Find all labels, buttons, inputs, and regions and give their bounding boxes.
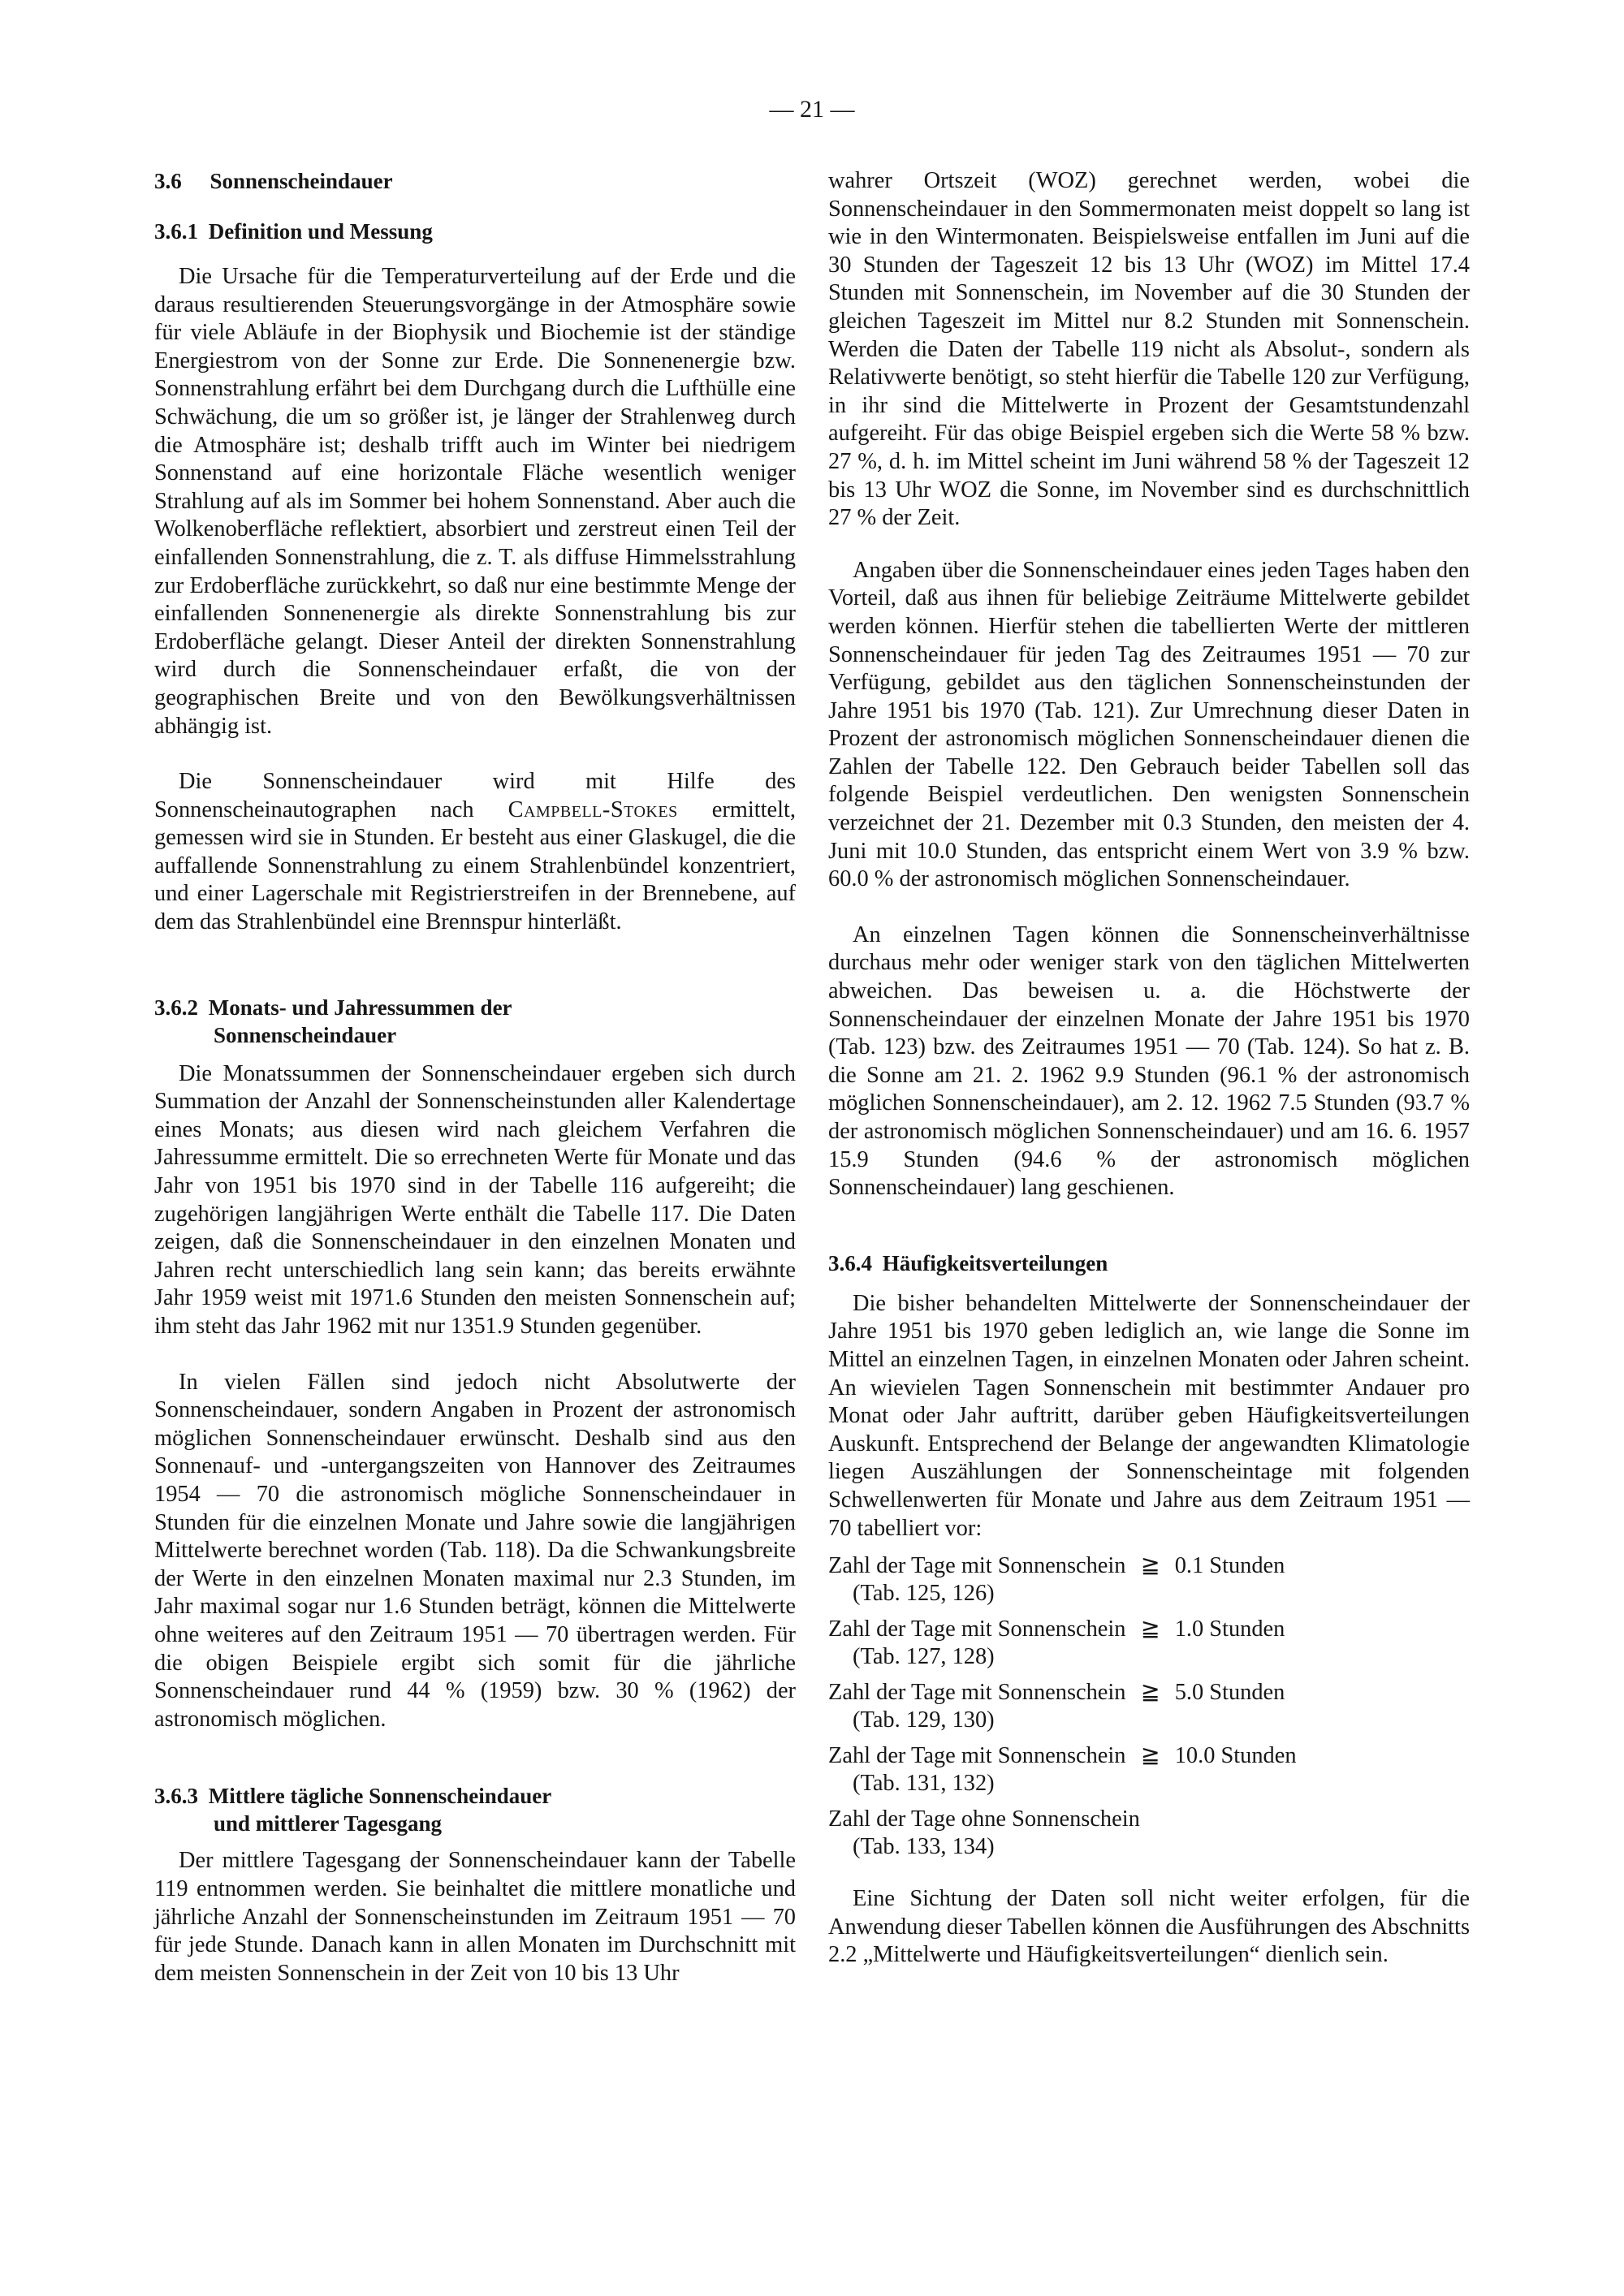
section-title: Häufigkeitsverteilungen bbox=[882, 1250, 1108, 1275]
section-number: 3.6.4 bbox=[828, 1250, 872, 1275]
threshold-label: Zahl der Tage mit Sonnenschein bbox=[828, 1680, 1126, 1706]
section-title: Definition und Messung bbox=[208, 219, 433, 244]
section-title: Mittlere tägliche Sonnenscheindauer bbox=[208, 1784, 552, 1809]
section-title-cont: Sonnenscheindauer bbox=[214, 1022, 397, 1047]
threshold-item bbox=[828, 1742, 1470, 1798]
threshold-item bbox=[828, 1616, 1470, 1671]
threshold-item bbox=[828, 1552, 1470, 1608]
greater-equal-sign: ≧ bbox=[1140, 1553, 1160, 1579]
paragraph-tagesgang: Der mittlere Tagesgang der Sonnenscheindauer kann der Tabelle 119 entnommen werden. Sie beinhaltet die mittlere monatliche und jährliche Anzahl der Sonnenscheinstunden im Zeitraum 1951 — 70 für jede Stunde. Danach kann in allen Monaten im Durchschnitt mit dem meisten Sonnenschein in der Zeit von 10 bis 13 Uhr bbox=[154, 1848, 796, 1986]
threshold-item bbox=[828, 1679, 1470, 1734]
section-heading-3-6-3 bbox=[154, 1782, 796, 1837]
paragraph-sichtung: Eine Sichtung der Daten soll nicht weiter erfolgen, für die Anwendung dieser Tabellen können die Ausführungen des Abschnitts 2.2 „Mittelwerte und Häufigkeitsverteilungen“ dienlich sein. bbox=[828, 1886, 1470, 1968]
table-reference: (Tab. 131, 132) bbox=[853, 1771, 995, 1797]
threshold-item bbox=[828, 1806, 1470, 1861]
section-title-cont: und mittlerer Tagesgang bbox=[214, 1811, 443, 1836]
section-number: 3.6.1 bbox=[154, 219, 198, 244]
threshold-label: Zahl der Tage ohne Sonnenschein bbox=[828, 1806, 1140, 1832]
threshold-value: 10.0 Stunden bbox=[1174, 1743, 1297, 1769]
section-heading-3-6-2 bbox=[154, 994, 796, 1049]
paragraph-prozent: In vielen Fällen sind jedoch nicht Absolutwerte der Sonnenscheindauer, sondern Angaben in Prozent der astronomisch möglichen Sonnenscheindauer erwünscht. Deshalb sind aus den Sonnenauf- und -untergangszeiten von Hannover des Zeitraumes 1954 — 70 die astronomisch mögliche Sonnenscheindauer in Stunden für die einzelnen Monate und Jahre sowie die langjährigen Mittelwerte berechnet worden (Tab. 118). Da die Schwankungsbreite der Werte in den einzelnen Monaten maximal nur 2.3 Stunden, im Jahr maximal sogar nur 1.6 Stunden beträgt, können die Mittelwerte ohne weiteres auf den Zeitraum 1951 — 70 übertragen werden. Für die obigen Beispiele ergibt sich somit für die jährliche Sonnenscheindauer rund 44 % (1959) bzw. 30 % (1962) der astronomisch möglichen. bbox=[154, 1369, 796, 1732]
paragraph-text: Die Sonnenscheindauer wird mit Hilfe des Sonnenscheinautographen nach bbox=[154, 769, 796, 822]
page-number: — 21 — bbox=[769, 96, 855, 123]
section-number: 3.6 bbox=[154, 169, 182, 193]
threshold-value: 1.0 Stunden bbox=[1174, 1616, 1285, 1642]
left-column bbox=[154, 162, 796, 1987]
section-heading-3-6 bbox=[154, 167, 796, 195]
table-reference: (Tab. 125, 126) bbox=[853, 1581, 995, 1607]
table-reference: (Tab. 127, 128) bbox=[853, 1644, 995, 1670]
threshold-value: 5.0 Stunden bbox=[1174, 1680, 1285, 1706]
section-title: Monats- und Jahressummen der bbox=[208, 995, 512, 1020]
section-heading-3-6-1 bbox=[154, 218, 796, 245]
paragraph-haeufigkeit: Die bisher behandelten Mittelwerte der Sonnenscheindauer der Jahre 1951 bis 1970 geben lediglich an, wie lange die Sonne im Mittel an einzelnen Tagen, in einzelnen Monaten oder Jahren scheint. An wievielen Tagen Sonnenschein mit bestimmter Andauer pro Monat oder Jahr auftritt, darüber geben Häufigkeitsverteilungen Auskunft. Entsprechend der Belange der angewandten Klimatologie liegen Auszählungen der Sonnenscheintage mit folgenden Schwellenwerten für Monate und Jahre aus dem Zeitraum 1951 — 70 tabelliert vor: bbox=[828, 1290, 1470, 1541]
greater-equal-sign: ≧ bbox=[1140, 1616, 1160, 1642]
table-reference: (Tab. 133, 134) bbox=[853, 1834, 995, 1860]
threshold-value: 0.1 Stunden bbox=[1174, 1553, 1285, 1579]
threshold-label: Zahl der Tage mit Sonnenschein bbox=[828, 1616, 1126, 1642]
paragraph-einzelne-tage: An einzelnen Tagen können die Sonnenscheinverhältnisse durchaus mehr oder weniger stark von den täglichen Mittelwerten abweichen. Das beweisen u. a. die Höchstwerte der Sonnenscheindauer der einzelnen Monate der Jahre 1951 bis 1970 (Tab. 123) bzw. des Zeitraumes 1951 — 70 (Tab. 124). So hat z. B. die Sonne am 21. 2. 1962 9.9 Stunden (96.1 % der astronomisch möglichen Sonnenscheindauer), am 2. 12. 1962 7.5 Stunden (93.7 % der astronomisch möglichen Sonnenscheindauer) und am 16. 6. 1957 15.9 Stunden (94.6 % der astronomisch möglichen Sonnenscheindauer) lang geschienen. bbox=[828, 921, 1470, 1201]
paragraph-ursache: Die Ursache für die Temperaturverteilung auf der Erde und die daraus resultierenden Steuerungsvorgänge in der Atmosphäre sowie für viele Abläufe in der Biophysik und Biochemie ist der ständige Energiestrom von der Sonne zur Erde. Die Sonnenenergie bzw. Sonnenstrahlung erfährt bei dem Durchgang durch die Lufthülle eine Schwächung, die um so größer ist, je länger der Strahlenweg durch die Atmosphäre ist; deshalb trifft auch im Winter bei niedrigem Sonnenstand auf eine horizontale Fläche wesentlich weniger Strahlung auf als im Sommer bei hohem Sonnenstand. Aber auch die Wolkenoberfläche reflektiert, absorbiert und zerstreut einen Teil der einfallenden Sonnenstrahlung, die z. T. als diffuse Himmelsstrahlung zur Erdoberfläche zurückkehrt, so daß nur eine bestimmte Menge der einfallenden Sonnenenergie als direkte Sonnenstrahlung bis zur Erdoberfläche gelangt. Dieser Anteil der direkten Sonnenstrahlung wird durch die Sonnenscheindauer erfaßt, die von der geographischen Breite und von den Bewölkungsverhältnissen abhängig ist. bbox=[154, 264, 796, 739]
paragraph-woz: wahrer Ortszeit (WOZ) gerechnet werden, wobei die Sonnenscheindauer in den Sommermonaten meist doppelt so lang ist wie in den Wintermonaten. Beispielsweise entfallen im Juni auf die 30 Stunden der Tageszeit 12 bis 13 Uhr (WOZ) im Mittel 17.4 Stunden mit Sonnenschein, im November auf die 30 Stunden der gleichen Tageszeit im Mittel nur 8.2 Stunden mit Sonnenschein. Werden die Daten der Tabelle 119 nicht als Absolut-, sondern als Relativwerte benötigt, so steht hierfür die Tabelle 120 zur Verfügung, in ihr sind die Mittelwerte in Prozent der Gesamtstundenzahl aufgereiht. Für das obige Beispiel ergeben sich die Werte 58 % bzw. 27 %, d. h. im Mittel scheint im Juni während 58 % der Tageszeit 12 bis 13 Uhr WOZ die Sonne, im November sind es durchschnittlich 27 % der Zeit. bbox=[828, 168, 1470, 531]
threshold-label: Zahl der Tage mit Sonnenschein bbox=[828, 1553, 1126, 1579]
section-number: 3.6.3 bbox=[154, 1784, 198, 1809]
right-column bbox=[828, 162, 1470, 1970]
paragraph-angaben: Angaben über die Sonnenscheindauer eines jeden Tages haben den Vorteil, daß aus ihnen für beliebige Zeiträume Mittelwerte gebildet werden können. Hierfür stehen die tabellierten Werte der mittleren Sonnenscheindauer für jeden Tag des Zeitraumes 1951 — 70 zur Verfügung, gebildet aus den täglichen Sonnenscheinstunden der Jahre 1951 bis 1970 (Tab. 121). Zur Umrechnung dieser Daten in Prozent der astronomisch möglichen Sonnenscheindauer dienen die Zahlen der Tabelle 122. Den Gebrauch beider Tabellen soll das folgende Beispiel verdeutlichen. Den wenigsten Sonnenschein verzeichnet der 21. Dezember mit 0.3 Stunden, den meisten der 4. Juni mit 10.0 Stunden, das entspricht einem Wert von 3.9 % bzw. 60.0 % der astronomisch möglichen Sonnenscheindauer. bbox=[828, 557, 1470, 892]
paragraph-messung bbox=[154, 768, 796, 937]
section-title: Sonnenscheindauer bbox=[209, 169, 393, 193]
threshold-label: Zahl der Tage mit Sonnenschein bbox=[828, 1743, 1126, 1769]
section-number: 3.6.2 bbox=[154, 995, 198, 1020]
table-reference: (Tab. 129, 130) bbox=[853, 1707, 995, 1733]
greater-equal-sign: ≧ bbox=[1140, 1680, 1160, 1706]
author-name: Campbell-Stokes bbox=[508, 796, 678, 822]
threshold-list bbox=[828, 1552, 1470, 1861]
section-heading-3-6-4 bbox=[828, 1249, 1470, 1277]
paragraph-monatssummen: Die Monatssummen der Sonnenscheindauer ergeben sich durch Summation der Anzahl der Sonnenscheinstunden aller Kalendertage eines Monats; aus diesen wird nach gleichem Verfahren die Jahressumme ermittelt. Die so errechneten Werte für Monate und das Jahr von 1951 bis 1970 sind in der Tabelle 116 aufgereiht; die zugehörigen langjährigen Werte enthält die Tabelle 117. Die Daten zeigen, daß die Sonnenscheindauer in den einzelnen Monaten und Jahren recht unterschiedlich lang sein kann; das bereits erwähnte Jahr 1959 weist mit 1971.6 Stunden den meisten Sonnenschein auf; ihm steht das Jahr 1962 mit nur 1351.9 Stunden gegenüber. bbox=[154, 1060, 796, 1339]
paragraph-text: ermittelt, gemessen wird sie in Stunden. Er besteht aus einer Glaskugel, die die auffallende Sonnenstrahlung zu einem Strahlenbündel konzentriert, und einer Lagerschale mit Registrierstreifen in der Brennebene, auf dem das Strahlenbündel eine Brennspur hinterläßt. bbox=[154, 796, 796, 935]
greater-equal-sign: ≧ bbox=[1140, 1743, 1160, 1769]
